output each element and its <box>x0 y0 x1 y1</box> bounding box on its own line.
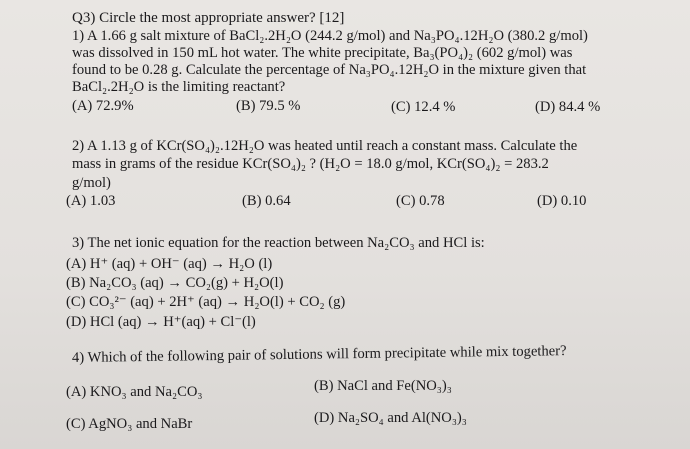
q1-line-4: BaCl₂.2H₂O is the limiting reactant? <box>72 79 286 95</box>
q1-line-1: 1) A 1.66 g salt mixture of BaCl₂.2H₂O (244.2 g/mol) and Na₃PO₄.12H₂O (380.2 g/mol) <box>72 28 588 44</box>
q1-option-d[interactable]: (D) 84.4 % <box>535 99 601 115</box>
q1-line-3: found to be 0.28 g. Calculate the percentage of Na₃PO₄.12H₂O in the mixture given that <box>72 62 587 78</box>
q2-line-2: mass in grams of the residue KCr(SO₄)₂ ? (H₂O = 18.0 g/mol, KCr(SO₄)₂ = 283.2 <box>72 156 549 172</box>
q2-line-3: g/mol) <box>72 175 111 191</box>
q1-line-2: was dissolved in 150 mL hot water. The white precipitate, Ba₃(PO₄)₂ (602 g/mol) was <box>72 45 573 61</box>
q1-option-a[interactable]: (A) 72.9% <box>72 98 134 114</box>
section-heading: Q3) Circle the most appropriate answer? [12] <box>72 10 345 26</box>
q4-option-c[interactable]: (C) AgNO₃ and NaBr <box>66 416 193 432</box>
q3-option-c[interactable]: (C) CO₃²⁻ (aq) + 2H⁺ (aq) → H₂O(l) + CO₂ (g) <box>66 294 346 310</box>
q3-option-b[interactable]: (B) Na₂CO₃ (aq) → CO₂(g) + H₂O(l) <box>66 275 284 291</box>
q4-option-a[interactable]: (A) KNO₃ and Na₂CO₃ <box>66 384 203 400</box>
q1-option-b[interactable]: (B) 79.5 % <box>236 98 301 114</box>
q4-option-b[interactable]: (B) NaCl and Fe(NO₃)₃ <box>314 378 452 394</box>
q3-option-a[interactable]: (A) H⁺ (aq) + OH⁻ (aq) → H₂O (l) <box>66 256 273 272</box>
q2-option-a[interactable]: (A) 1.03 <box>66 193 116 209</box>
q2-option-c[interactable]: (C) 0.78 <box>396 193 445 209</box>
q1-option-c[interactable]: (C) 12.4 % <box>391 99 456 115</box>
q3-option-d[interactable]: (D) HCl (aq) → H⁺(aq) + Cl⁻(l) <box>66 314 256 330</box>
q3-line-1: 3) The net ionic equation for the reaction between Na₂CO₃ and HCl is: <box>72 235 485 251</box>
q2-option-d[interactable]: (D) 0.10 <box>537 193 587 209</box>
q4-option-d[interactable]: (D) Na₂SO₄ and Al(NO₃)₃ <box>314 410 467 426</box>
q4-line-1: 4) Which of the following pair of solutions will form precipitate while mix together? <box>71 343 567 366</box>
q2-option-b[interactable]: (B) 0.64 <box>242 193 291 209</box>
q2-line-1: 2) A 1.13 g of KCr(SO₄)₂.12H₂O was heated until reach a constant mass. Calculate the <box>72 138 578 154</box>
